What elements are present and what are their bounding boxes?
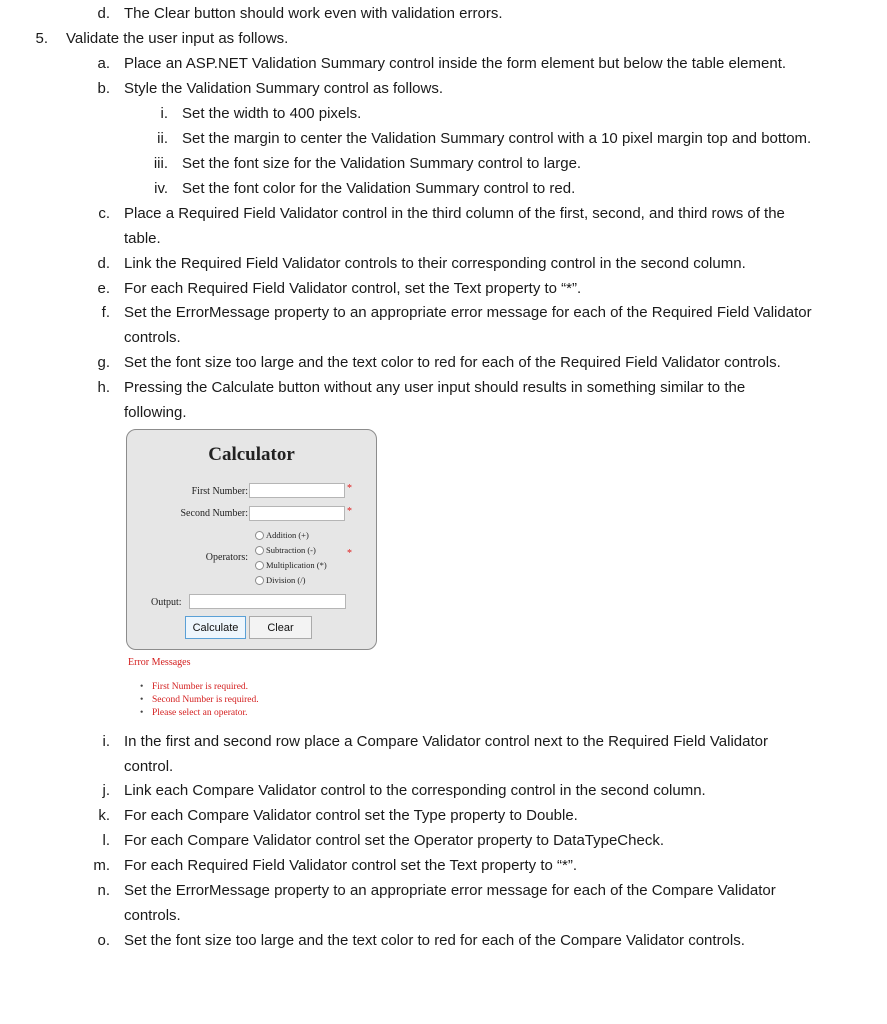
output-field[interactable] <box>189 594 346 609</box>
list-item-text-continued: controls. <box>124 907 181 924</box>
radio-label: Multiplication (*) <box>266 560 327 570</box>
sub-list-marker: ii. <box>157 130 168 147</box>
step-heading: Validate the user input as follows. <box>66 30 289 47</box>
list-marker: m. <box>93 857 110 874</box>
radio-circle[interactable] <box>255 561 264 570</box>
radio-subtraction[interactable] <box>255 545 316 555</box>
second-number-input[interactable] <box>249 506 345 521</box>
list-marker: k. <box>98 807 110 824</box>
error-item <box>140 681 259 694</box>
operators-label: Operators: <box>205 552 248 563</box>
list-item-text-continued: control. <box>124 758 174 775</box>
list-marker: d. <box>97 255 110 272</box>
step-number: 5. <box>35 30 48 47</box>
list-marker: j. <box>102 782 110 799</box>
radio-multiplication[interactable] <box>255 560 327 570</box>
sub-list-marker: iii. <box>153 155 168 172</box>
list-marker: c. <box>98 205 110 222</box>
list-item-text: For each Required Field Validator control set the Text property to “*”. <box>124 857 577 874</box>
list-marker: d. <box>97 5 110 22</box>
clear-button[interactable]: Clear <box>249 616 312 639</box>
list-item-text: Link each Compare Validator control to the corresponding control in the second column. <box>124 782 706 799</box>
radio-label: Subtraction (-) <box>266 545 316 555</box>
bullet: • <box>140 695 144 705</box>
list-item-text: For each Compare Validator control set the Operator property to DataTypeCheck. <box>124 832 664 849</box>
list-item-text: Link the Required Field Validator controls to their corresponding control in the second column. <box>124 255 746 272</box>
sub-list-item-text: Set the font color for the Validation Summary control to red. <box>182 180 576 197</box>
radio-division[interactable] <box>255 575 305 585</box>
list-item-text: Set the font size too large and the text color to red for each of the Compare Validator controls. <box>124 932 745 949</box>
calculator-title: Calculator <box>208 444 295 465</box>
list-item-text: For each Required Field Validator control, set the Text property to “*”. <box>124 280 582 297</box>
sub-list-item-text: Set the width to 400 pixels. <box>182 105 362 122</box>
calculator-screenshot <box>126 429 377 650</box>
list-item-text: Set the ErrorMessage property to an appropriate error message for each of the Required Field Validator <box>124 304 812 321</box>
first-number-label: First Number: <box>191 486 248 497</box>
radio-circle[interactable] <box>255 546 264 555</box>
list-item-text: Set the ErrorMessage property to an appropriate error message for each of the Compare Validator <box>124 882 776 899</box>
error-messages-list <box>140 681 259 720</box>
error-text: First Number is required. <box>152 682 249 692</box>
list-item-text: In the first and second row place a Compare Validator control next to the Required Field Validator <box>124 733 768 750</box>
second-number-required-star: * <box>347 506 352 517</box>
error-text: Second Number is required. <box>152 695 259 705</box>
bullet: • <box>140 708 144 718</box>
radio-label: Division (/) <box>266 575 306 585</box>
error-messages-heading: Error Messages <box>128 657 191 668</box>
list-marker: i. <box>102 733 110 750</box>
list-item-text: Pressing the Calculate button without any user input should results in something similar to the <box>124 379 746 396</box>
radio-addition[interactable] <box>255 530 309 540</box>
error-item <box>140 694 259 707</box>
list-item-text-continued: table. <box>124 230 161 247</box>
list-item-text: Style the Validation Summary control as follows. <box>124 80 444 97</box>
first-number-input[interactable] <box>249 483 345 498</box>
radio-circle[interactable] <box>255 576 264 585</box>
list-item-text: Place a Required Field Validator control in the third column of the first, second, and third rows of the <box>124 205 785 222</box>
sub-list-marker: iv. <box>154 180 168 197</box>
list-item-text-continued: controls. <box>124 329 181 346</box>
radio-circle[interactable] <box>255 531 264 540</box>
first-number-required-star: * <box>347 483 352 494</box>
list-item-text: For each Compare Validator control set the Type property to Double. <box>124 807 578 824</box>
list-item-text: The Clear button should work even with validation errors. <box>124 5 503 22</box>
list-marker: e. <box>97 280 110 297</box>
list-item-text: Set the font size too large and the text color to red for each of the Required Field Validator controls. <box>124 354 781 371</box>
output-label: Output: <box>151 597 182 608</box>
list-marker: a. <box>97 55 110 72</box>
calculate-button[interactable]: Calculate <box>185 616 246 639</box>
list-marker: f. <box>101 304 110 321</box>
radio-label: Addition (+) <box>266 530 309 540</box>
error-text: Please select an operator. <box>152 708 248 718</box>
list-item-text-continued: following. <box>124 404 187 421</box>
list-marker: h. <box>97 379 110 396</box>
list-marker: n. <box>97 882 110 899</box>
operator-required-star: * <box>347 548 352 559</box>
list-item-text: Place an ASP.NET Validation Summary control inside the form element but below the table element. <box>124 55 787 72</box>
bullet: • <box>140 682 144 692</box>
list-marker: g. <box>97 354 110 371</box>
error-item <box>140 707 259 720</box>
sub-list-item-text: Set the margin to center the Validation Summary control with a 10 pixel margin top and bottom. <box>182 130 812 147</box>
list-marker: o. <box>97 932 110 949</box>
sub-list-item-text: Set the font size for the Validation Summary control to large. <box>182 155 582 172</box>
list-marker: b. <box>97 80 110 97</box>
sub-list-marker: i. <box>160 105 168 122</box>
second-number-label: Second Number: <box>180 508 248 519</box>
list-marker: l. <box>102 832 110 849</box>
